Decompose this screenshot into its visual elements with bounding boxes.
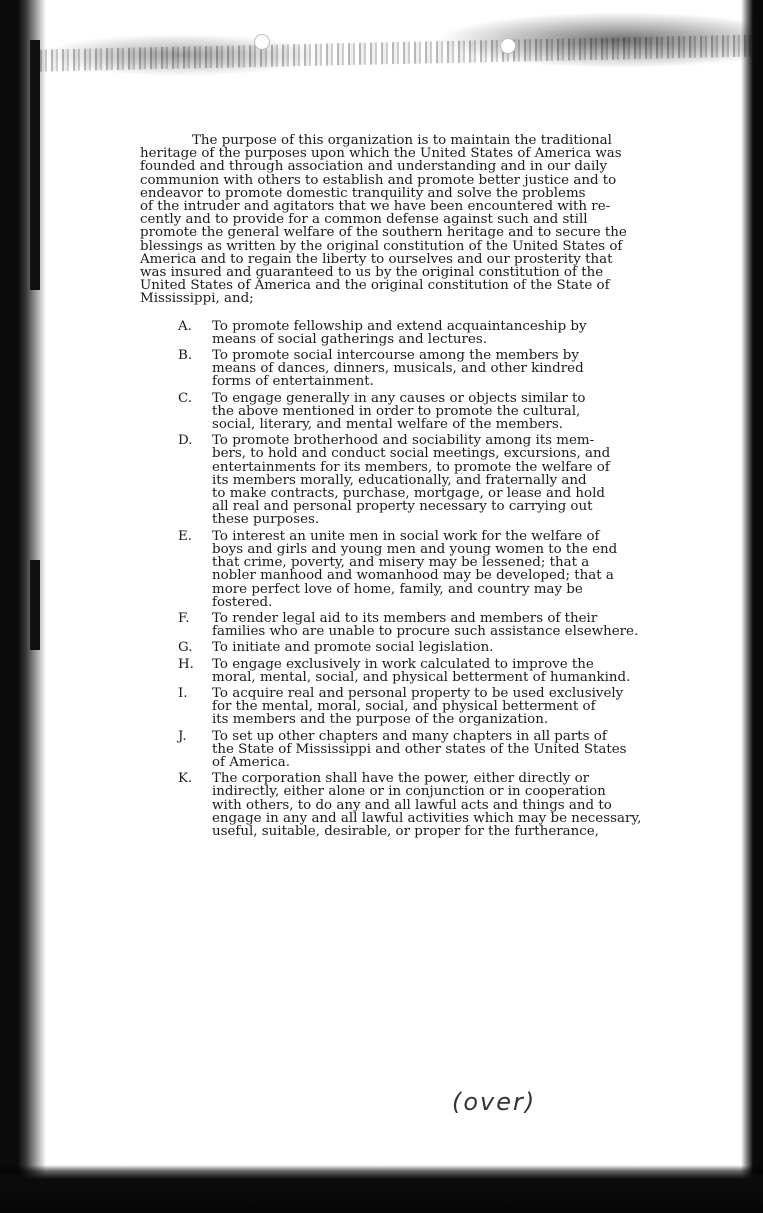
item-text <box>212 612 660 638</box>
intro-line: endeavor to promote domestic tranquility and solve the problems <box>140 185 586 201</box>
item-line: its members and the purpose of the organization. <box>212 712 549 728</box>
intro-line: cently and to provide for a common defense against such and still <box>140 212 588 228</box>
intro-line: was insured and guaranteed to us by the original constitution of the <box>140 265 604 281</box>
item-line: with others, to do any and all lawful acts and things and to <box>212 797 612 813</box>
intro-line: promote the general welfare of the southern heritage and to secure the <box>140 225 627 241</box>
item-letter: K. <box>178 771 193 787</box>
intro-line: America and to regain the liberty to ourselves and our prosterity that <box>140 251 613 267</box>
item-text <box>212 641 660 654</box>
document-body <box>140 134 660 841</box>
purpose-paragraph <box>140 134 660 306</box>
item-line: The corporation shall have the power, either directly or <box>212 771 590 787</box>
item-line: means of social gatherings and lectures. <box>212 331 487 347</box>
item-line: To promote brotherhood and sociability among its mem- <box>212 433 595 449</box>
item-line: To engage generally in any causes or objects similar to <box>212 390 586 406</box>
intro-line: Mississippi, and; <box>140 291 254 307</box>
item-line: social, literary, and mental welfare of the members. <box>212 417 564 433</box>
purpose-item-i <box>140 687 660 727</box>
item-line: To acquire real and personal property to be used exclusively <box>212 685 624 701</box>
item-line: families who are unable to procure such assistance elsewhere. <box>212 624 639 640</box>
purpose-list <box>140 320 660 839</box>
purpose-item-g <box>140 641 660 654</box>
item-letter: A. <box>178 318 192 334</box>
intro-line: blessings as written by the original constitution of the United States of <box>140 238 623 254</box>
intro-line: United States of America and the original constitution of the State of <box>140 278 610 294</box>
item-line: these purposes. <box>212 512 320 528</box>
intro-line: The purpose of this organization is to maintain the traditional <box>192 133 612 148</box>
item-line: for the mental, moral, social, and physical betterment of <box>212 699 596 715</box>
item-letter: H. <box>178 656 194 672</box>
item-line: its members morally, educationally, and fraternally and <box>212 472 587 488</box>
item-text <box>212 320 660 346</box>
item-text <box>212 772 660 838</box>
item-line: of America. <box>212 754 290 770</box>
item-line: indirectly, either alone or in conjunction or in cooperation <box>212 784 606 800</box>
item-text <box>212 658 660 684</box>
purpose-item-j <box>140 730 660 770</box>
item-letter: J. <box>178 728 187 744</box>
purpose-item-d <box>140 434 660 526</box>
purpose-item-b <box>140 349 660 389</box>
item-line: means of dances, dinners, musicals, and other kindred <box>212 361 584 377</box>
item-letter: I. <box>178 685 188 701</box>
item-line: To interest an unite men in social work for the welfare of <box>212 528 600 544</box>
punch-hole-left <box>254 34 270 50</box>
intro-line: founded and through association and understanding and in our daily <box>140 159 608 175</box>
item-line: boys and girls and young men and young women to the end <box>212 541 618 557</box>
item-line: more perfect love of home, family, and country may be <box>212 581 583 597</box>
item-line: To initiate and promote social legislation. <box>212 640 494 656</box>
item-line: To promote fellowship and extend acquaintanceship by <box>212 318 587 334</box>
item-text <box>212 730 660 770</box>
intro-line: of the intruder and agitators that we have been encountered with re- <box>140 199 611 215</box>
item-line: bers, to hold and conduct social meetings, excursions, and <box>212 446 611 462</box>
handwritten-over-note: (over) <box>452 1088 537 1116</box>
purpose-item-k <box>140 772 660 838</box>
purpose-item-h <box>140 658 660 684</box>
scan-left-mark-top <box>30 40 40 290</box>
item-text <box>212 687 660 727</box>
item-line: all real and personal property necessary to carrying out <box>212 499 593 515</box>
item-text <box>212 349 660 389</box>
item-letter: D. <box>178 433 193 449</box>
item-letter: F. <box>178 610 190 626</box>
item-line: nobler manhood and womanhood may be developed; that a <box>212 568 614 584</box>
purpose-item-e <box>140 530 660 609</box>
intro-line: communion with others to establish and promote better justice and to <box>140 172 617 188</box>
item-line: To engage exclusively in work calculated to improve the <box>212 656 594 672</box>
item-line: To promote social intercourse among the members by <box>212 348 579 364</box>
intro-line: heritage of the purposes upon which the United States of America was <box>140 146 622 162</box>
item-text <box>212 434 660 526</box>
item-letter: E. <box>178 528 193 544</box>
scan-right-border <box>741 0 763 1213</box>
item-line: useful, suitable, desirable, or proper for the furtherance, <box>212 823 599 839</box>
item-letter: C. <box>178 390 193 406</box>
item-letter: B. <box>178 348 193 364</box>
item-text <box>212 392 660 432</box>
purpose-item-f <box>140 612 660 638</box>
item-text <box>212 530 660 609</box>
item-line: the above mentioned in order to promote the cultural, <box>212 403 581 419</box>
item-line: that crime, poverty, and misery may be lessened; that a <box>212 555 590 571</box>
item-line: moral, mental, social, and physical betterment of humankind. <box>212 669 631 685</box>
item-letter: G. <box>178 640 193 656</box>
item-line: engage in any and all lawful activities which may be necessary, <box>212 810 642 826</box>
item-line: To render legal aid to its members and members of their <box>212 610 598 626</box>
item-line: to make contracts, purchase, mortgage, or lease and hold <box>212 486 605 502</box>
scan-left-mark-middle <box>30 560 40 650</box>
item-line: To set up other chapters and many chapters in all parts of <box>212 728 607 744</box>
item-line: fostered. <box>212 594 273 610</box>
item-line: forms of entertainment. <box>212 374 374 390</box>
scan-bottom-border <box>0 1165 763 1213</box>
punch-hole-right <box>500 38 516 54</box>
item-line: the State of Mississippi and other states of the United States <box>212 741 627 757</box>
item-line: entertainments for its members, to promote the welfare of <box>212 459 610 475</box>
purpose-item-a <box>140 320 660 346</box>
purpose-item-c <box>140 392 660 432</box>
